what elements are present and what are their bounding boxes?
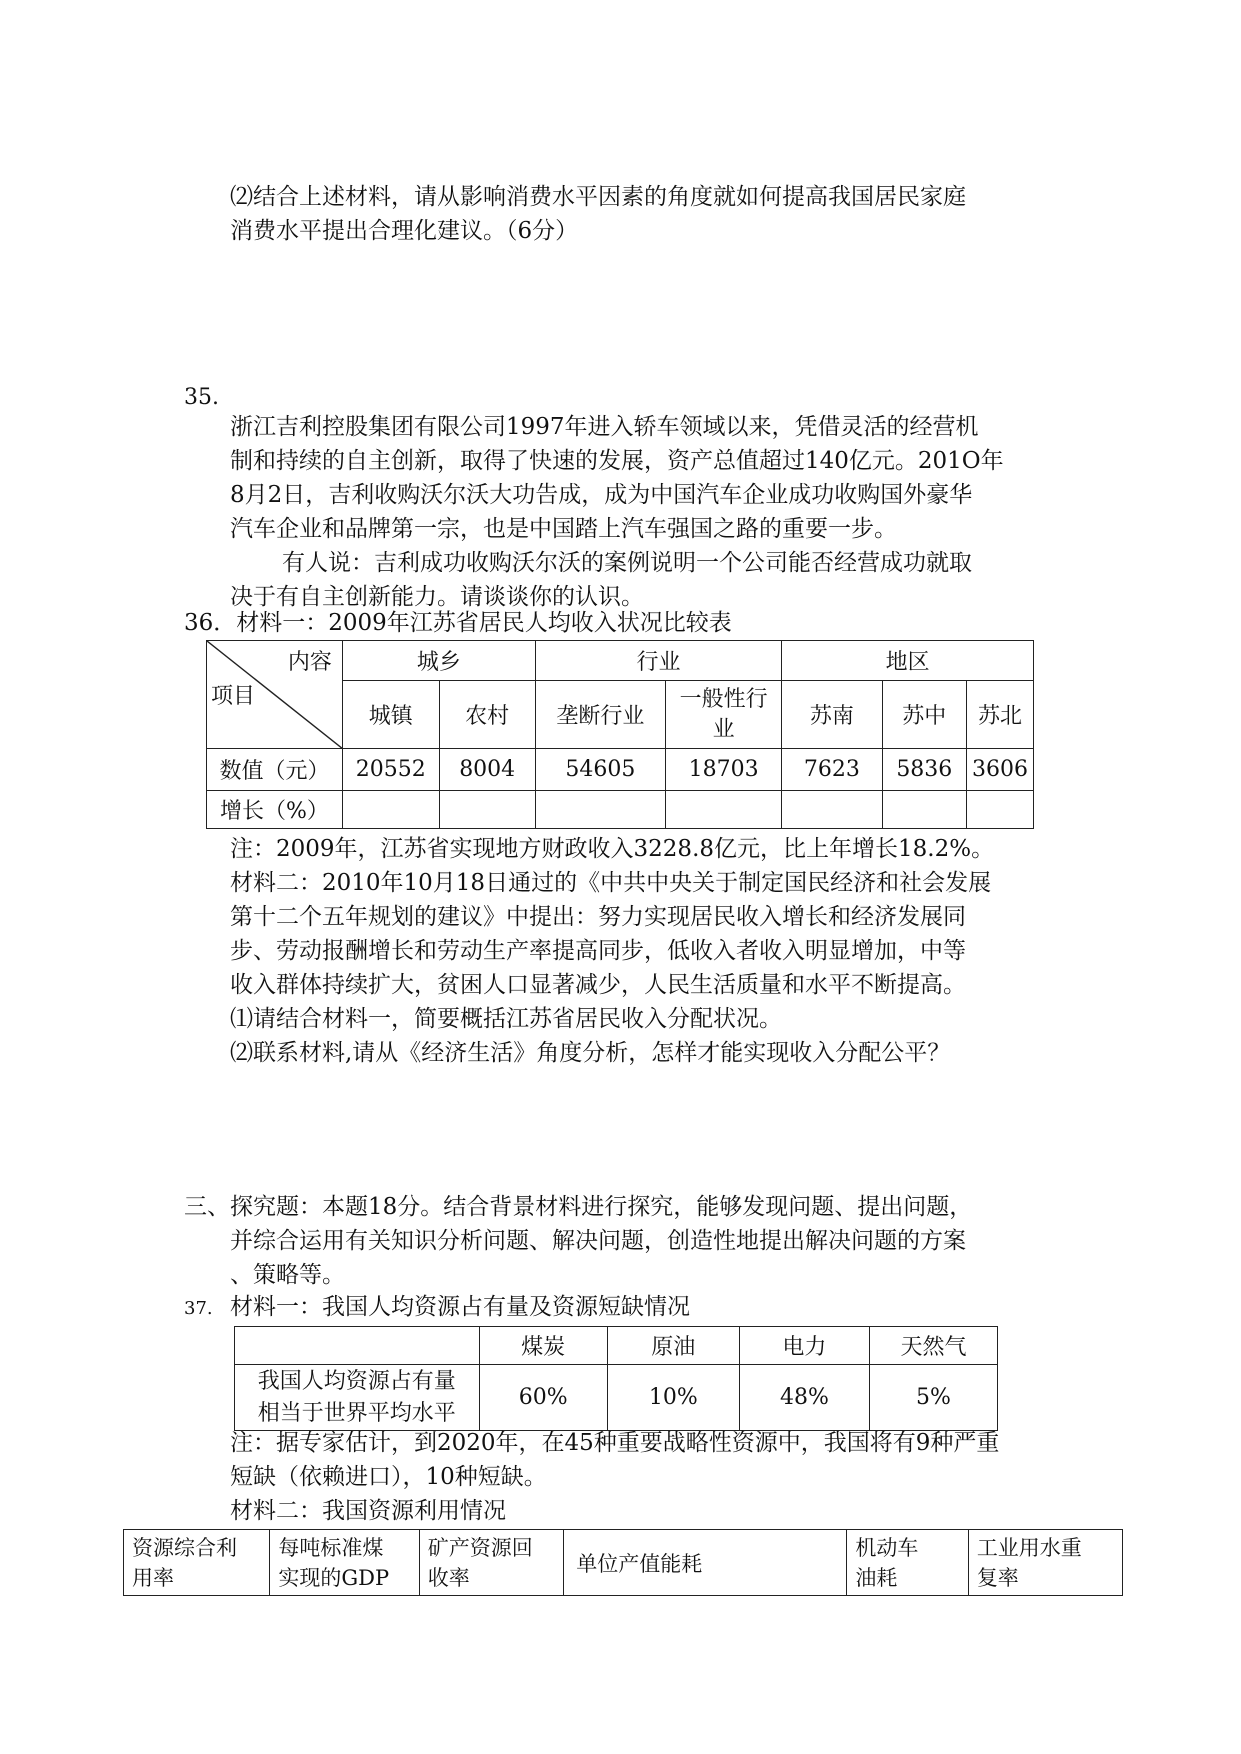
table-cell: 10% bbox=[607, 1365, 739, 1431]
table-cell bbox=[342, 791, 439, 829]
row-label-line: 我国人均资源占有量 bbox=[257, 1368, 456, 1394]
subcol-header: 苏北 bbox=[967, 681, 1034, 749]
table-cell: 8004 bbox=[439, 749, 535, 791]
q35-line: 浙江吉利控股集团有限公司1997年进入轿车领域以来，凭借灵活的经营机 bbox=[230, 414, 979, 440]
group-header: 行业 bbox=[535, 641, 781, 681]
header-cell-line: 每吨标准煤 bbox=[278, 1535, 384, 1560]
col-header: 原油 bbox=[607, 1327, 739, 1365]
subcol-header: 垄断行业 bbox=[535, 681, 665, 749]
subcol-header: 农村 bbox=[439, 681, 535, 749]
header-cell bbox=[847, 1530, 968, 1596]
q36-material2-line: 步、劳动报酬增长和劳动生产率提高同步，低收入者收入明显增加，中等 bbox=[230, 938, 966, 964]
table-cell: 3606 bbox=[967, 749, 1034, 791]
row-label: 数值（元） bbox=[207, 749, 343, 791]
table-cell: 18703 bbox=[665, 749, 781, 791]
table-cell: 20552 bbox=[342, 749, 439, 791]
q36-subquestion-1: ⑴请结合材料一，简要概括江苏省居民收入分配状况。 bbox=[230, 1006, 782, 1032]
q35-line: 有人说：吉利成功收购沃尔沃的案例说明一个公司能否经营成功就取 bbox=[282, 550, 972, 576]
table-cell: 5836 bbox=[882, 749, 967, 791]
subcol-header bbox=[665, 681, 781, 749]
q36-material2-line: 收入群体持续扩大，贫困人口显著减少，人民生活质量和水平不断提高。 bbox=[230, 972, 966, 998]
header-cell-line: 用率 bbox=[132, 1565, 174, 1590]
table-cell bbox=[535, 791, 665, 829]
table-cell: 5% bbox=[869, 1365, 997, 1431]
q36-note: 注：2009年，江苏省实现地方财政收入3228.8亿元，比上年增长18.2%。 bbox=[230, 836, 995, 862]
resource-table bbox=[234, 1326, 998, 1431]
q34-part2-line1: ⑵结合上述材料，请从影响消费水平因素的角度就如何提高我国居民家庭 bbox=[230, 184, 966, 210]
header-cell-line: 复率 bbox=[976, 1565, 1019, 1590]
corner-bottom-label: 项目 bbox=[211, 684, 256, 709]
resource-usage-table bbox=[123, 1529, 1123, 1596]
table-cell: 54605 bbox=[535, 749, 665, 791]
corner-top-label: 内容 bbox=[287, 650, 332, 675]
group-header: 地区 bbox=[782, 641, 1034, 681]
q36-subquestion-2: ⑵联系材料,请从《经济生活》角度分析，怎样才能实现收入分配公平？ bbox=[230, 1040, 951, 1066]
subcol-header: 苏南 bbox=[782, 681, 882, 749]
table-cell bbox=[665, 791, 781, 829]
header-cell-line: 机动车 bbox=[855, 1535, 919, 1560]
q37-note-line2: 短缺（依赖进口），10种短缺。 bbox=[230, 1464, 547, 1490]
header-cell bbox=[270, 1530, 419, 1596]
header-cell bbox=[968, 1530, 1122, 1596]
table-cell: 60% bbox=[479, 1365, 607, 1431]
table-cell bbox=[439, 791, 535, 829]
section3-line: 三、探究题：本题18分。结合背景材料进行探究，能够发现问题、提出问题， bbox=[184, 1194, 973, 1220]
q35-line: 决于有自主创新能力。请谈谈你的认识。 bbox=[230, 584, 644, 610]
empty-header-cell bbox=[235, 1327, 480, 1365]
col-header: 煤炭 bbox=[479, 1327, 607, 1365]
row-label-line: 相当于世界平均水平 bbox=[257, 1400, 456, 1426]
q34-part2-line2: 消费水平提出合理化建议。（6分） bbox=[230, 218, 579, 244]
q35-line: 制和持续的自主创新，取得了快速的发展，资产总值超过140亿元。201O年 bbox=[230, 448, 1004, 474]
row-label bbox=[235, 1365, 480, 1431]
table-cell bbox=[782, 791, 882, 829]
corner-cell bbox=[207, 641, 343, 749]
table-cell bbox=[882, 791, 967, 829]
q36-header: 36．材料一：2009年江苏省居民人均收入状况比较表 bbox=[184, 610, 732, 636]
group-header: 城乡 bbox=[342, 641, 535, 681]
table-cell: 48% bbox=[739, 1365, 869, 1431]
col-header: 电力 bbox=[739, 1327, 869, 1365]
section3-line: 、策略等。 bbox=[230, 1262, 345, 1288]
table-cell bbox=[967, 791, 1034, 829]
header-cell bbox=[124, 1530, 270, 1596]
q36-material2-line: 材料二：2010年10月18日通过的《中共中央关于制定国民经济和社会发展 bbox=[230, 870, 992, 896]
q35-line: 汽车企业和品牌第一宗，也是中国踏上汽车强国之路的重要一步。 bbox=[230, 516, 897, 542]
subcol-header: 城镇 bbox=[342, 681, 439, 749]
q37-note-line1: 注：据专家估计，到2020年，在45种重要战略性资源中，我国将有9种严重 bbox=[230, 1430, 1000, 1456]
q36-material2-line: 第十二个五年规划的建议》中提出：努力实现居民收入增长和经济发展同 bbox=[230, 904, 966, 930]
header-cell-line: 资源综合利 bbox=[132, 1535, 237, 1560]
header-cell-line: 油耗 bbox=[855, 1565, 898, 1590]
subcol-header-line: 一般性行 bbox=[679, 686, 768, 712]
subcol-header-line: 业 bbox=[712, 716, 735, 742]
header-cell-line: 工业用水重 bbox=[976, 1535, 1082, 1560]
header-cell-line: 收率 bbox=[427, 1565, 470, 1590]
q37-number: 37. bbox=[184, 1298, 213, 1319]
header-cell-line: 实现的GDP bbox=[278, 1565, 390, 1590]
q35-number: 35. bbox=[184, 385, 219, 410]
q37-material2: 材料二：我国资源利用情况 bbox=[230, 1498, 506, 1524]
q35-line: 8月2日，吉利收购沃尔沃大功告成，成为中国汽车企业成功收购国外豪华 bbox=[230, 482, 973, 508]
income-table bbox=[206, 640, 1034, 829]
subcol-header: 苏中 bbox=[882, 681, 967, 749]
header-cell-line: 矿产资源回 bbox=[427, 1535, 533, 1560]
header-cell: 单位产值能耗 bbox=[564, 1530, 847, 1596]
header-cell bbox=[419, 1530, 563, 1596]
section3-line: 并综合运用有关知识分析问题、解决问题，创造性地提出解决问题的方案 bbox=[230, 1228, 966, 1254]
table-cell: 7623 bbox=[782, 749, 882, 791]
row-label: 增长（%） bbox=[207, 791, 343, 829]
q37-header: 材料一：我国人均资源占有量及资源短缺情况 bbox=[230, 1294, 690, 1320]
col-header: 天然气 bbox=[869, 1327, 997, 1365]
